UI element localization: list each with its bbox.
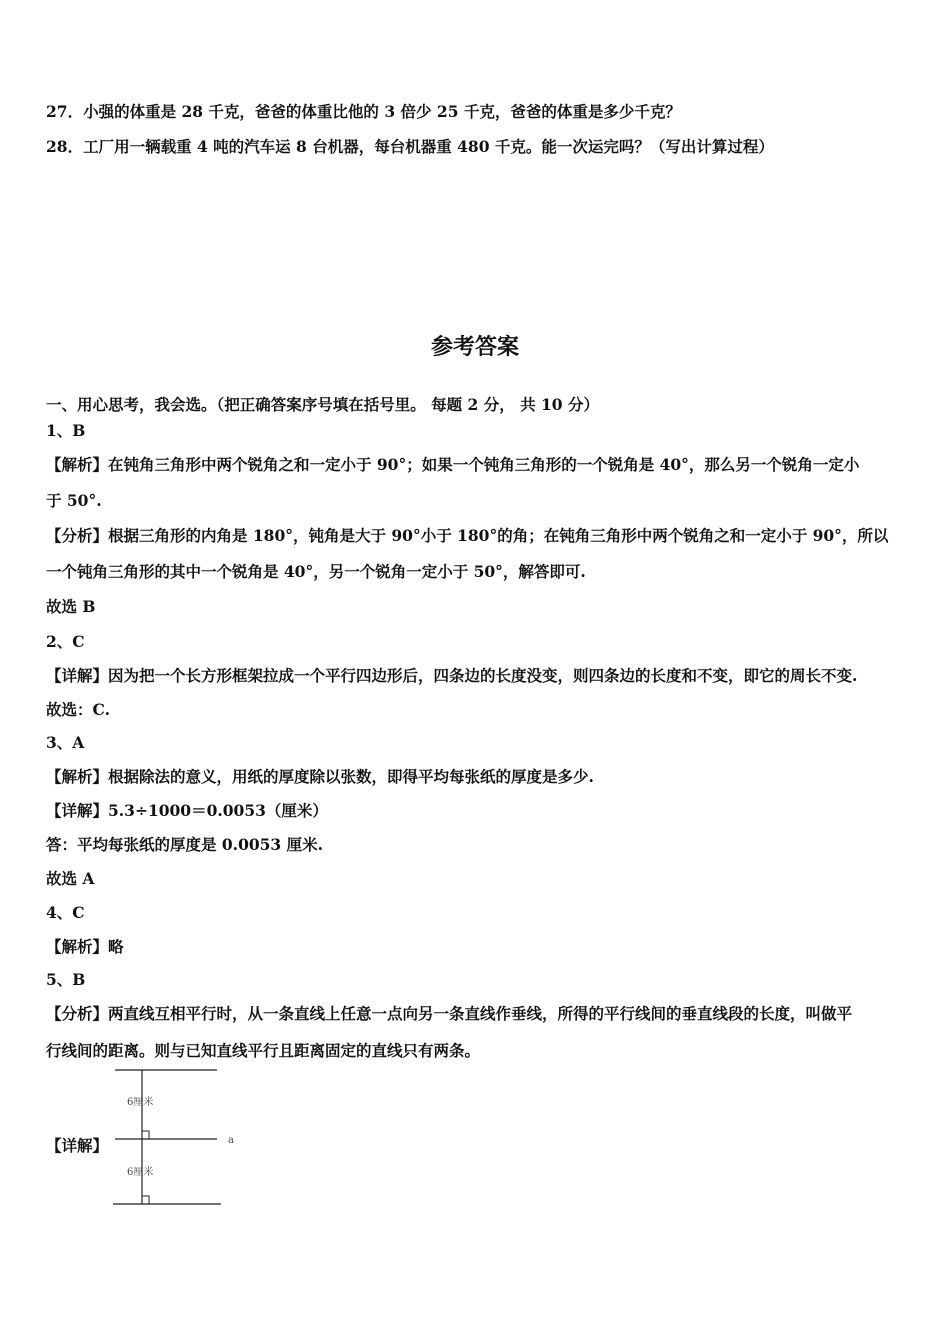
right-angle-mark-bottom (142, 1196, 149, 1204)
answer-3-answer: 答：平均每张纸的厚度是 0.0053 厘米. (46, 835, 324, 854)
answer-5-xiangjie-label: 【详解】 (46, 1136, 109, 1155)
answer-3-choice: 故选 A (46, 869, 95, 888)
right-angle-mark-top (142, 1131, 149, 1139)
section-heading: 一、用心思考，我会选。（把正确答案序号填在括号里。 每题 2 分， 共 10 分） (46, 395, 599, 414)
answer-1-choice: 故选 B (46, 597, 96, 616)
distance-label-top: 6厘米 (127, 1097, 154, 1108)
answer-2-xiangjie: 【详解】因为把一个长方形框架拉成一个平行四边形后，四条边的长度没变，则四条边的长度和不变，即它的周长不变. (46, 666, 858, 685)
answer-1-fenxi-line1: 【分析】根据三角形的内角是 180°，钝角是大于 90°小于 180°的角；在钝角三角形中两个锐角之和一定小于 90°，所以 (46, 526, 889, 545)
answer-4-label: 4、C (46, 903, 85, 922)
answers-title: 参考答案 (430, 335, 519, 360)
answer-5-fenxi-line2: 行线间的距离。则与已知直线平行且距离固定的直线只有两条。 (46, 1041, 481, 1060)
answer-1-jiexi-line2: 于 50°. (46, 491, 102, 510)
answer-1-fenxi-line2: 一个钝角三角形的其中一个锐角是 40°，另一个锐角一定小于 50°，解答即可. (46, 562, 586, 581)
answer-3-label: 3、A (46, 733, 85, 752)
question-28: 28．工厂用一辆载重 4 吨的汽车运 8 台机器，每台机器重 480 千克。能一次运完吗？（写出计算过程） (46, 137, 774, 156)
question-27: 27．小强的体重是 28 千克，爸爸的体重比他的 3 倍少 25 千克，爸爸的体重是多少千克？ (46, 102, 681, 121)
answer-1-jiexi-line1: 【解析】在钝角三角形中两个锐角之和一定小于 90°；如果一个钝角三角形的一个锐角是 40°，那么另一个锐角一定小 (46, 455, 860, 474)
answer-2-label: 2、C (46, 632, 85, 651)
answer-5-label: 5、B (46, 970, 86, 989)
answer-1-label: 1、B (46, 421, 86, 440)
answer-4-jiexi: 【解析】略 (46, 937, 124, 956)
parallel-lines-diagram (105, 1062, 245, 1212)
answer-3-jiexi: 【解析】根据除法的意义，用纸的厚度除以张数，即得平均每张纸的厚度是多少. (46, 767, 594, 786)
line-a-label: a (228, 1135, 234, 1146)
answer-3-xiangjie: 【详解】5.3÷1000＝0.0053（厘米） (46, 801, 328, 820)
answer-5-fenxi-line1: 【分析】两直线互相平行时，从一条直线上任意一点向另一条直线作垂线，所得的平行线间的垂直线段的长度，叫做平 (46, 1004, 853, 1023)
answer-2-choice: 故选：C. (46, 700, 110, 719)
distance-label-bottom: 6厘米 (127, 1167, 154, 1178)
